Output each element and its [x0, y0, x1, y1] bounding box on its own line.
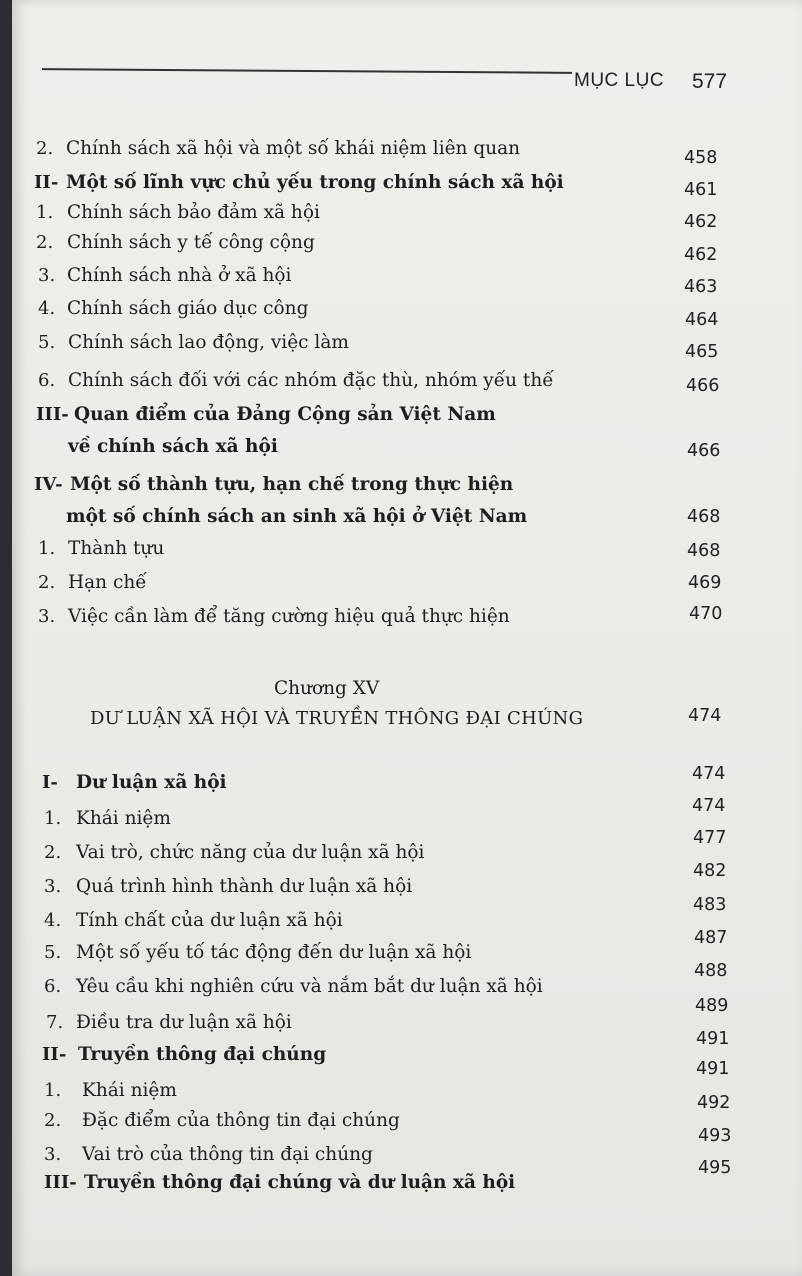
toc-entry-page: 474 — [692, 764, 726, 784]
toc-entry-text: Chính sách xã hội và một số khái niệm liên quan — [66, 138, 521, 159]
toc-entry-page: 465 — [685, 342, 719, 362]
toc-entry-text: một số chính sách an sinh xã hội ở Việt Nam — [66, 506, 528, 527]
toc-entry-page: 458 — [684, 148, 718, 168]
toc-entry-page: 477 — [693, 828, 727, 848]
toc-entry-page: 489 — [695, 996, 729, 1016]
toc-entry-page: 469 — [688, 573, 722, 593]
toc-entry-number: 2. — [44, 1110, 62, 1131]
toc-entry-text: Yêu cầu khi nghiên cứu và nắm bắt dư luận xã hội — [76, 976, 543, 997]
toc-entry-number: III- — [36, 404, 69, 425]
toc-entry-number: I- — [42, 772, 58, 793]
toc-entry-number: 2. — [36, 138, 54, 159]
toc-entry-number: 1. — [44, 1080, 62, 1101]
toc-entry-text: Chính sách giáo dục công — [67, 298, 309, 319]
toc-entry-text: Quá trình hình thành dư luận xã hội — [76, 876, 413, 897]
toc-entry-page: 488 — [694, 961, 728, 981]
toc-entry-number: 1. — [38, 538, 56, 559]
toc-entry-text: Truyền thông đại chúng và dư luận xã hội — [84, 1172, 516, 1193]
toc-entry-page: 462 — [684, 245, 718, 265]
toc-entry-text: Vai trò của thông tin đại chúng — [82, 1144, 373, 1165]
toc-entry-text: Vai trò, chức năng của dư luận xã hội — [76, 842, 425, 863]
toc-entry-page: 462 — [684, 212, 718, 232]
toc-entry-page: 466 — [687, 441, 721, 461]
header-rule — [42, 68, 572, 74]
toc-entry-text: Chính sách đối với các nhóm đặc thù, nhóm yếu thế — [68, 370, 554, 391]
toc-entry-number: II- — [34, 172, 59, 193]
toc-entry-page: 491 — [696, 1029, 730, 1049]
toc-entry-number: 6. — [44, 976, 62, 997]
toc-entry-text: Chính sách lao động, việc làm — [68, 332, 349, 353]
toc-entry-page: 466 — [686, 376, 720, 396]
toc-entry-page: 482 — [693, 861, 727, 881]
toc-entry-text: Truyền thông đại chúng — [78, 1044, 327, 1065]
toc-entry-number: 2. — [38, 572, 56, 593]
toc-entry-page: 493 — [698, 1126, 732, 1146]
chapter-title: DƯ LUẬN XÃ HỘI VÀ TRUYỀN THÔNG ĐẠI CHÚNG — [90, 708, 584, 729]
toc-entry-page: 483 — [693, 895, 727, 915]
book-page — [12, 0, 802, 1276]
toc-entry-number: 1. — [44, 808, 62, 829]
toc-entry-page: 474 — [688, 706, 722, 726]
toc-entry-number: II- — [42, 1044, 67, 1065]
toc-entry-text: Chính sách nhà ở xã hội — [67, 265, 292, 286]
toc-entry-page: 464 — [685, 310, 719, 330]
toc-entry-page: 468 — [687, 541, 721, 561]
toc-entry-number: 2. — [36, 232, 54, 253]
chapter-label: Chương XV — [274, 678, 380, 699]
toc-entry-number: 7. — [46, 1012, 64, 1033]
toc-entry-number: 3. — [38, 265, 56, 286]
toc-entry-text: Một số yếu tố tác động đến dư luận xã hội — [76, 942, 472, 963]
toc-entry-text: Việc cần làm để tăng cường hiệu quả thực hiện — [68, 606, 510, 627]
toc-entry-number: III- — [44, 1172, 77, 1193]
toc-entry-number: 4. — [44, 910, 62, 931]
toc-entry-text: Chính sách bảo đảm xã hội — [67, 202, 320, 223]
toc-entry-number: 5. — [44, 942, 62, 963]
toc-entry-number: 4. — [38, 298, 56, 319]
toc-entry-page: 491 — [696, 1059, 730, 1079]
toc-entry-number: 3. — [44, 876, 62, 897]
toc-entry-text: Khái niệm — [82, 1080, 177, 1101]
toc-entry-page: 463 — [684, 277, 718, 297]
toc-entry-number: 1. — [36, 202, 54, 223]
toc-entry-page: 474 — [692, 796, 726, 816]
toc-entry-text: Quan điểm của Đảng Cộng sản Việt Nam — [74, 404, 496, 425]
toc-entry-number: 3. — [38, 606, 56, 627]
toc-entry-text: Một số thành tựu, hạn chế trong thực hiện — [70, 474, 514, 495]
toc-entry-page: 470 — [689, 604, 723, 624]
toc-entry-text: Hạn chế — [68, 572, 147, 593]
toc-entry-text: Khái niệm — [76, 808, 171, 829]
toc-entry-number: 5. — [38, 332, 56, 353]
toc-entry-text: Đặc điểm của thông tin đại chúng — [82, 1110, 400, 1131]
toc-entry-page: 487 — [694, 928, 728, 948]
toc-entry-page: 495 — [698, 1158, 732, 1178]
toc-entry-text: Chính sách y tế công cộng — [67, 232, 315, 253]
toc-entry-number: IV- — [34, 474, 63, 495]
toc-entry-number: 2. — [44, 842, 62, 863]
toc-entry-page: 461 — [684, 180, 718, 200]
running-header-title: MỤC LỤC — [574, 70, 665, 91]
toc-entry-text: Dư luận xã hội — [76, 772, 227, 793]
toc-entry-page: 492 — [697, 1093, 731, 1113]
running-header-page-number: 577 — [692, 70, 728, 93]
toc-entry-text: Một số lĩnh vực chủ yếu trong chính sách xã hội — [66, 172, 564, 193]
toc-entry-page: 468 — [687, 507, 721, 527]
toc-entry-text: về chính sách xã hội — [68, 436, 278, 457]
toc-entry-text: Điều tra dư luận xã hội — [76, 1012, 292, 1033]
toc-entry-number: 3. — [44, 1144, 62, 1165]
toc-entry-text: Tính chất của dư luận xã hội — [76, 910, 343, 931]
toc-entry-number: 6. — [38, 370, 56, 391]
toc-entry-text: Thành tựu — [68, 538, 165, 559]
